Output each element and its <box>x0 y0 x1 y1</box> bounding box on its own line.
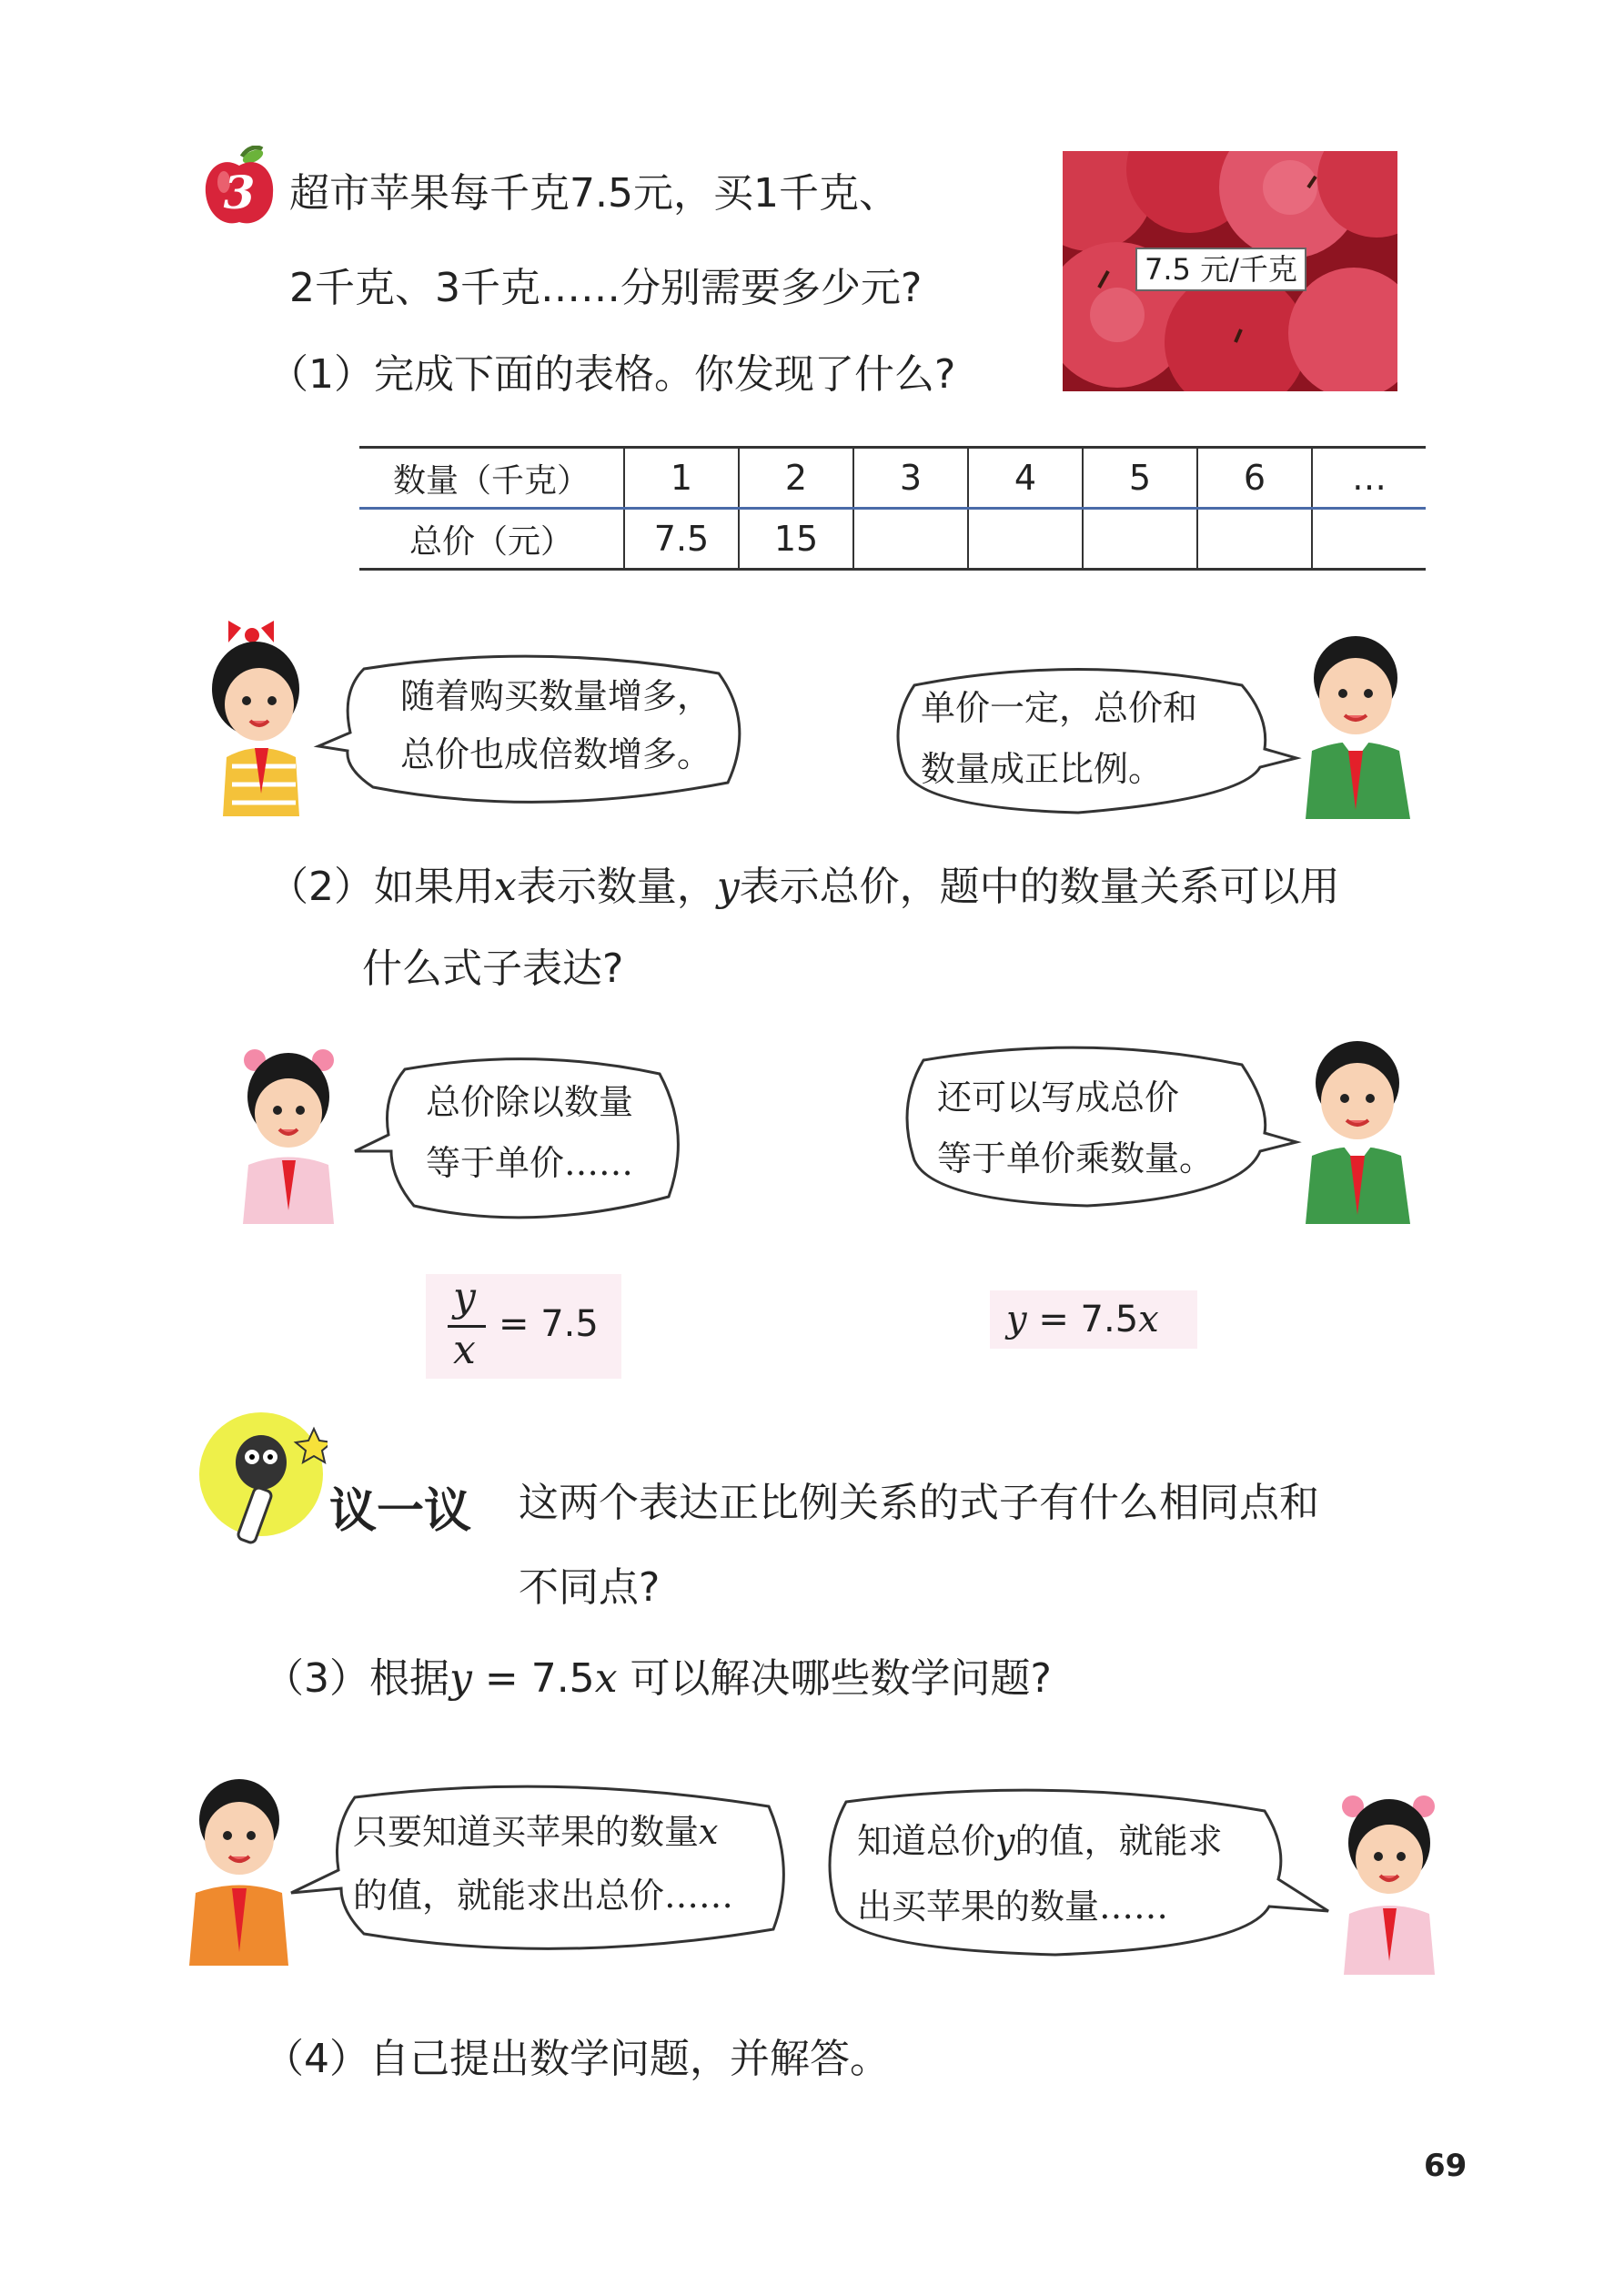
bubble-text-line: 数量成正比例。 <box>921 749 1164 789</box>
table-cell-blank[interactable] <box>1312 509 1426 570</box>
boy-figure <box>1292 628 1428 819</box>
table-cell: 2 <box>739 448 853 509</box>
table-cell: 4 <box>968 448 1083 509</box>
price-tag-text: 7.5 元/千克 <box>1145 252 1297 287</box>
table-cell: … <box>1312 448 1426 509</box>
table-cell: 15 <box>739 509 853 570</box>
bubble-text-line: 随着购买数量增多， <box>400 676 712 716</box>
variable-x: x <box>1138 1299 1159 1340</box>
bubble-text-line: 出买苹果的数量…… <box>857 1886 1169 1927</box>
formula-equals: = 7.5 <box>1026 1299 1139 1340</box>
table-cell: 6 <box>1197 448 1312 509</box>
table-header-quantity: 数量（千克） <box>359 448 624 509</box>
question-4: （4）自己提出数学问题，并解答。 <box>264 2036 890 2082</box>
speech-bubble <box>819 1784 1292 1961</box>
speech-bubble <box>318 1779 796 1961</box>
bubble-text-line: 总价除以数量 <box>426 1082 634 1122</box>
problem-line-1: 超市苹果每千克7.5元，买1千克、 <box>289 170 899 217</box>
table-cell-blank[interactable] <box>968 509 1083 570</box>
table-header-total: 总价（元） <box>359 509 624 570</box>
bubble-text-line: 总价也成倍数增多。 <box>400 734 712 774</box>
boy-figure <box>1292 1033 1428 1224</box>
formula-product <box>990 1290 1197 1349</box>
table-cell: 1 <box>624 448 739 509</box>
bubble-text-line: 的值，就能求出总价…… <box>353 1876 734 1916</box>
girl-figure <box>1333 1779 1447 1975</box>
table-row-quantity <box>359 448 1426 509</box>
bubble-girl-part-a: 知道总价 <box>857 1821 996 1861</box>
variable-x: x <box>699 1812 719 1852</box>
q3-prefix: （3）根据 <box>264 1655 449 1702</box>
variable-y: y <box>1006 1299 1027 1340</box>
speech-bubble <box>896 1042 1283 1215</box>
speech-bubble <box>887 663 1287 817</box>
price-table <box>359 446 1426 571</box>
question-2-line-1 <box>268 863 1340 912</box>
table-cell: 5 <box>1083 448 1197 509</box>
bubble-text-line: 等于单价…… <box>426 1143 634 1183</box>
bubble-text-line: 等于单价乘数量。 <box>937 1138 1215 1178</box>
variable-y: y <box>449 1655 472 1702</box>
girl-figure <box>232 1033 346 1224</box>
table-cell-blank[interactable] <box>853 509 968 570</box>
table-cell: 3 <box>853 448 968 509</box>
q3-equals: = 7.5 <box>471 1655 595 1702</box>
bubble-boy-part-a: 只要知道买苹果的数量 <box>353 1812 700 1852</box>
problem-line-2: 2千克、3千克……分别需要多少元? <box>289 265 923 311</box>
price-tag <box>1135 248 1306 291</box>
bubble-text-line: 还可以写成总价 <box>937 1077 1180 1118</box>
question-2-line-2: 什么式子表达? <box>362 946 624 992</box>
variable-x: x <box>494 864 517 910</box>
table-cell-blank[interactable] <box>1197 509 1312 570</box>
discuss-mascot-icon <box>196 1406 328 1552</box>
discuss-title: 议一议 <box>329 1484 472 1539</box>
table-row-total <box>359 509 1426 570</box>
question-1: （1）完成下面的表格。你发现了什么? <box>268 351 956 398</box>
q3-suffix: 可以解决哪些数学问题? <box>617 1655 1052 1702</box>
q2-mid1: 表示数量， <box>516 864 717 910</box>
formula-rhs: = 7.5 <box>499 1303 599 1345</box>
variable-y: y <box>716 864 740 910</box>
q2-mid2: 表示总价，题中的数量关系可以用 <box>739 864 1340 910</box>
fraction-denominator: x <box>453 1327 476 1373</box>
discuss-line-1: 这两个表达正比例关系的式子有什么相同点和 <box>519 1480 1319 1526</box>
q2-prefix: （2）如果用 <box>268 864 494 910</box>
fraction-numerator: y <box>453 1274 476 1320</box>
page-number: 69 <box>1424 2148 1468 2184</box>
problem-number: 3 <box>223 166 256 219</box>
speech-bubble <box>368 1051 696 1229</box>
variable-x: x <box>594 1655 618 1702</box>
bubble-girl-part-b: 的值，就能求 <box>1014 1821 1223 1861</box>
question-3 <box>264 1654 1052 1704</box>
bubble-text-line <box>857 1820 1223 1862</box>
table-cell: 7.5 <box>624 509 739 570</box>
apple-number-icon <box>202 146 277 228</box>
girl-figure <box>205 621 323 816</box>
variable-y: y <box>995 1821 1015 1861</box>
boy-figure <box>187 1770 291 1966</box>
discuss-line-2: 不同点? <box>519 1564 661 1611</box>
apples-photo <box>1063 151 1397 391</box>
formula-quotient <box>426 1274 621 1379</box>
bubble-text-line <box>353 1811 718 1853</box>
bubble-text-line: 单价一定，总价和 <box>921 688 1198 728</box>
table-cell-blank[interactable] <box>1083 509 1197 570</box>
